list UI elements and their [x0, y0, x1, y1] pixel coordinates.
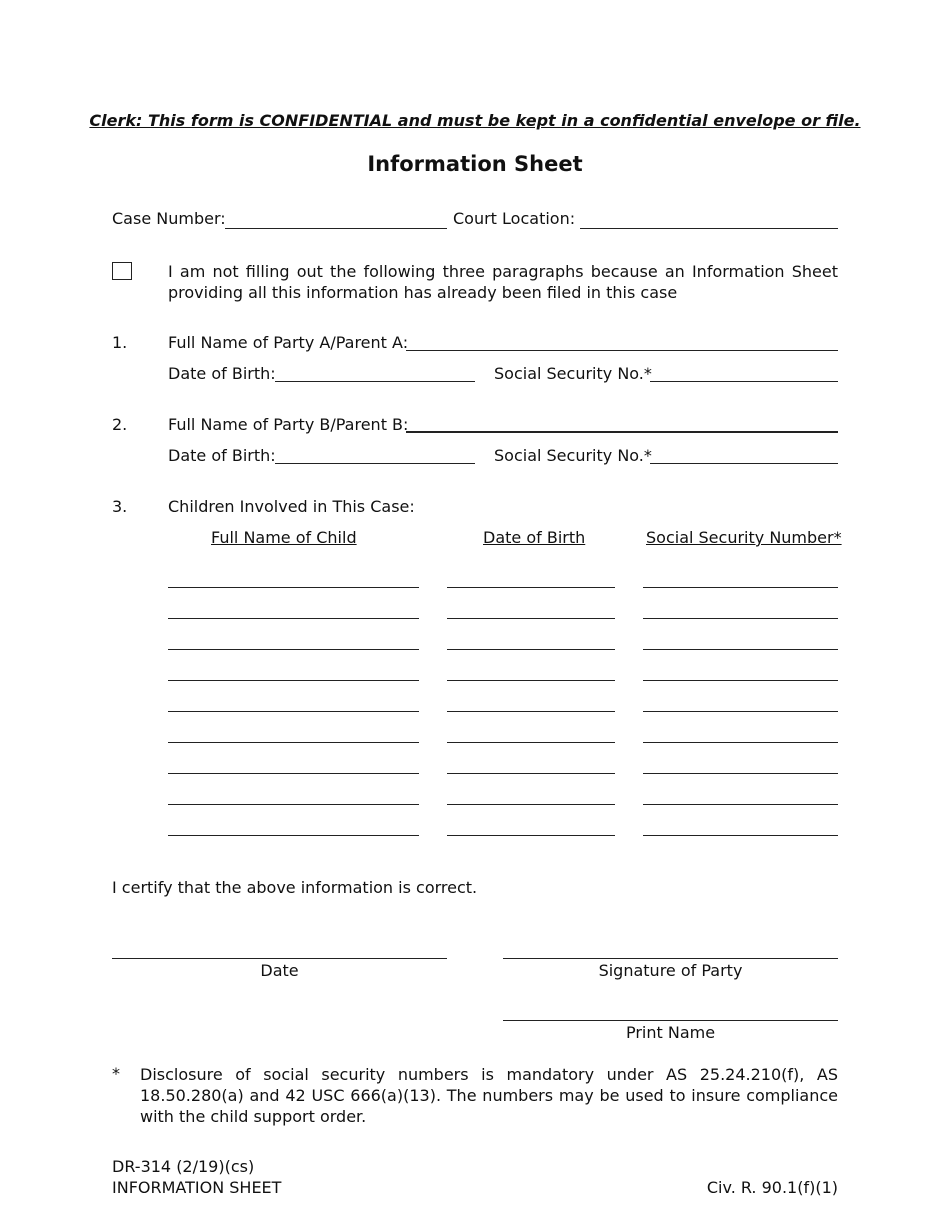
child-name-field[interactable]: [168, 587, 419, 588]
clerk-confidential-notice: Clerk: This form is CONFIDENTIAL and must be kept in a confidential envelope or file.: [89, 111, 861, 130]
child-ssn-field[interactable]: [643, 711, 838, 712]
signature-of-party-label: Signature of Party: [598, 961, 743, 980]
party-a-dob-label: Date of Birth:: [168, 364, 276, 383]
child-ssn-field[interactable]: [643, 680, 838, 681]
child-dob-field[interactable]: [447, 711, 615, 712]
certification-text: I certify that the above information is correct.: [112, 878, 478, 897]
civil-rule: Civ. R. 90.1(f)(1): [706, 1178, 838, 1197]
child-dob-field[interactable]: [447, 773, 615, 774]
child-ssn-field[interactable]: [643, 804, 838, 805]
child-dob-field[interactable]: [447, 587, 615, 588]
child-dob-field[interactable]: [447, 804, 615, 805]
column-header-date-of-birth: Date of Birth: [483, 528, 586, 547]
child-name-field[interactable]: [168, 649, 419, 650]
party-a-name-label: Full Name of Party A/Parent A:: [168, 333, 409, 352]
form-name: INFORMATION SHEET: [112, 1178, 282, 1197]
court-location-label: Court Location:: [453, 209, 576, 228]
party-a-dob-field[interactable]: [275, 381, 475, 382]
court-location-field[interactable]: [580, 228, 838, 229]
date-signature-label: Date: [260, 961, 299, 980]
party-b-dob-field[interactable]: [275, 463, 475, 464]
party-b-name-field[interactable]: [406, 431, 838, 433]
print-name-label: Print Name: [625, 1023, 716, 1042]
child-name-field[interactable]: [168, 711, 419, 712]
party-a-name-field[interactable]: [406, 350, 838, 351]
party-a-ssn-field[interactable]: [650, 381, 838, 382]
case-number-label: Case Number:: [112, 209, 226, 228]
child-name-field[interactable]: [168, 680, 419, 681]
footnote-marker: *: [112, 1064, 120, 1083]
party-b-number: 2.: [112, 415, 128, 434]
child-ssn-field[interactable]: [643, 587, 838, 588]
child-name-field[interactable]: [168, 835, 419, 836]
date-signature-field[interactable]: [112, 958, 447, 959]
child-ssn-field[interactable]: [643, 742, 838, 743]
party-b-ssn-label: Social Security No.*: [494, 446, 652, 465]
column-header-ssn: Social Security Number*: [646, 528, 842, 547]
column-header-child-name: Full Name of Child: [211, 528, 357, 547]
case-number-field[interactable]: [225, 228, 447, 229]
child-ssn-field[interactable]: [643, 835, 838, 836]
child-ssn-field[interactable]: [643, 773, 838, 774]
party-b-name-label: Full Name of Party B/Parent B:: [168, 415, 409, 434]
party-b-ssn-field[interactable]: [650, 463, 838, 464]
party-b-dob-label: Date of Birth:: [168, 446, 276, 465]
already-filed-text: I am not filling out the following three paragraphs because an Information Sheet providing all this information has already been filed in this case: [168, 262, 838, 302]
form-number: DR-314 (2/19)(cs): [112, 1157, 255, 1176]
print-name-field[interactable]: [503, 1020, 838, 1021]
child-dob-field[interactable]: [447, 680, 615, 681]
child-name-field[interactable]: [168, 618, 419, 619]
child-name-field[interactable]: [168, 773, 419, 774]
already-filed-checkbox[interactable]: [112, 262, 132, 280]
signature-of-party-field[interactable]: [503, 958, 838, 959]
child-dob-field[interactable]: [447, 618, 615, 619]
child-dob-field[interactable]: [447, 649, 615, 650]
page-title: Information Sheet: [367, 152, 583, 176]
party-a-ssn-label: Social Security No.*: [494, 364, 652, 383]
child-name-field[interactable]: [168, 742, 419, 743]
children-section-label: Children Involved in This Case:: [168, 497, 415, 516]
child-ssn-field[interactable]: [643, 649, 838, 650]
child-ssn-field[interactable]: [643, 618, 838, 619]
footnote-text: Disclosure of social security numbers is mandatory under AS 25.24.210(f), AS 18.50.280(a) and 42 USC 666(a)(13). The numbers may be used to insure compliance with the child support order.: [140, 1065, 838, 1126]
child-dob-field[interactable]: [447, 742, 615, 743]
child-name-field[interactable]: [168, 804, 419, 805]
child-dob-field[interactable]: [447, 835, 615, 836]
party-a-number: 1.: [112, 333, 128, 352]
children-number: 3.: [112, 497, 128, 516]
